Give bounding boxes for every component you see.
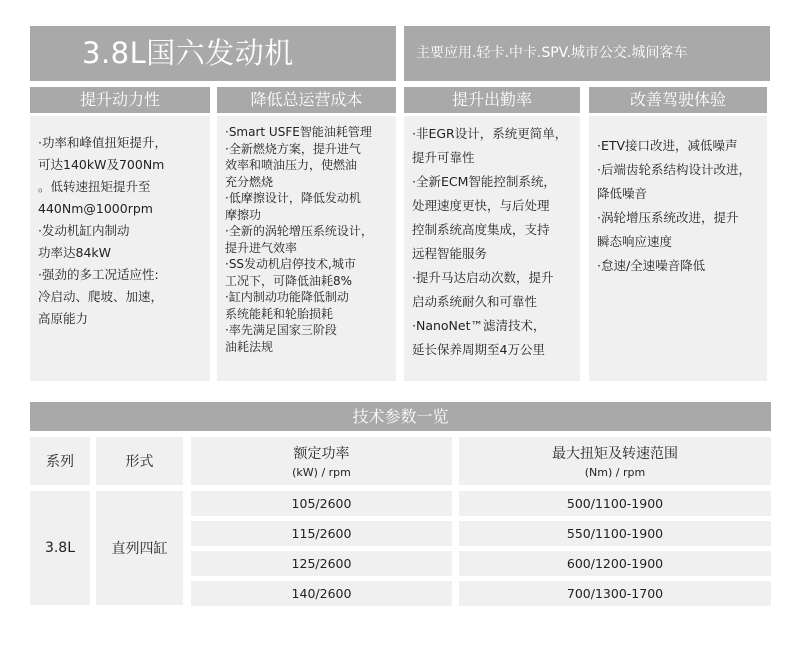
torque-value: 550/1100-1900: [566, 526, 664, 541]
feature-line: 降低噪音: [597, 186, 648, 201]
series-cell: [30, 491, 90, 605]
power-value: 125/2600: [291, 556, 352, 571]
table-row-torque: [459, 491, 771, 516]
feature-line: ·强劲的多工况适应性:: [38, 267, 159, 282]
feature-line: 工况下，可降低油耗8%: [225, 273, 353, 288]
column-body-driving: [589, 116, 767, 381]
feature-line: 处理速度更快，与后处理: [412, 198, 550, 213]
header-torque-unit: (Nm) / rpm: [584, 466, 646, 479]
header-power: [191, 437, 452, 485]
feature-line: 油耗法规: [225, 339, 274, 354]
form-value: 直列四缸: [111, 541, 168, 557]
feature-line: 远程智能服务: [412, 246, 488, 261]
power-value: 140/2600: [291, 586, 352, 601]
feature-line: 启动系统耐久和可靠性: [412, 294, 538, 309]
feature-line: 功率达84kW: [38, 245, 112, 260]
header-series-label: 系列: [46, 454, 74, 470]
engine-title: 3.8L国六发动机: [82, 36, 294, 70]
form-cell: [96, 491, 183, 605]
feature-line: ·提升马达启动次数，提升: [412, 270, 554, 285]
feature-line: 效率和喷油压力，使燃油: [225, 158, 358, 172]
feature-line: ·低摩擦设计，降低发动机: [225, 191, 361, 205]
feature-line: ·全新燃烧方案，提升进气: [225, 141, 361, 156]
header-torque: [459, 437, 771, 485]
header-power-unit: (kW) / rpm: [292, 466, 351, 479]
feature-line: 瞬态响应速度: [597, 234, 673, 249]
column-body-power: [30, 116, 210, 381]
applications-text: 主要应用.轻卡.中卡.SPV.城市公交.城间客车: [416, 45, 688, 61]
header-torque-label: 最大扭矩及转速范围: [552, 446, 678, 462]
feature-line: ·NanoNet™滤清技术，: [412, 318, 546, 333]
column-heading-uptime: 提升出勤率: [404, 87, 580, 113]
column-heading-power: 提升动力性: [30, 87, 210, 113]
column-heading-driving: 改善驾驶体验: [589, 87, 767, 113]
feature-line: ·怠速/全速噪音降低: [597, 258, 706, 273]
feature-line: ·涡轮增压系统改进，提升: [597, 210, 739, 225]
column-heading-cost: 降低总运营成本: [217, 87, 396, 113]
header-form: [96, 437, 183, 485]
feature-line: 提升可靠性: [412, 150, 475, 165]
table-row-torque: [459, 521, 771, 546]
feature-line: 。低转速扭矩提升至: [38, 179, 151, 194]
feature-line: 可达140kW及700Nm: [38, 157, 165, 172]
column-body-cost: [217, 116, 396, 381]
torque-value: 600/1200-1900: [566, 556, 664, 571]
feature-line: ·后端齿轮系结构设计改进，: [597, 162, 751, 177]
header-form-label: 形式: [125, 454, 154, 470]
applications-banner: [404, 26, 770, 81]
feature-line: 440Nm@1000rpm: [38, 201, 153, 216]
table-row-power: [191, 551, 452, 576]
feature-line: ·发动机缸内制动: [38, 223, 130, 238]
feature-line: ·非EGR设计，系统更简单，: [412, 126, 568, 141]
spec-table-title: 技术参数一览: [30, 402, 771, 431]
table-row-torque: [459, 551, 771, 576]
table-row-power: [191, 521, 452, 546]
power-value: 115/2600: [291, 526, 352, 541]
header-series: [30, 437, 90, 485]
feature-line: ·ETV接口改进，减低噪声: [597, 138, 738, 153]
feature-line: 摩擦功: [225, 207, 262, 222]
engine-title-banner: [30, 26, 396, 81]
feature-line: 高原能力: [38, 311, 89, 326]
column-body-uptime: [404, 116, 580, 381]
feature-line: 延长保养周期至4万公里: [412, 342, 545, 357]
feature-line: ·功率和峰值扭矩提升，: [38, 135, 167, 150]
header-power-label: 额定功率: [293, 446, 350, 462]
feature-line: ·SS发动机启停技术,城市: [225, 257, 356, 271]
feature-line: ·Smart USFE智能油耗管理: [225, 125, 372, 139]
feature-line: ·全新的涡轮增压系统设计，: [225, 224, 373, 238]
feature-line: 系统能耗和轮胎损耗: [225, 306, 334, 321]
table-row-power: [191, 491, 452, 516]
feature-line: 控制系统高度集成，支持: [412, 222, 550, 237]
torque-value: 500/1100-1900: [566, 496, 664, 511]
feature-line: 提升进气效率: [225, 240, 298, 255]
feature-line: ·全新ECM智能控制系统，: [412, 174, 556, 189]
torque-value: 700/1300-1700: [566, 586, 664, 601]
feature-line: ·缸内制动功能降低制动: [225, 290, 349, 304]
series-value: 3.8L: [44, 540, 76, 556]
feature-line: ·率先满足国家三阶段: [225, 323, 337, 337]
table-row-torque: [459, 581, 771, 606]
table-row-power: [191, 581, 452, 606]
feature-line: 充分燃烧: [225, 174, 274, 189]
power-value: 105/2600: [291, 496, 352, 511]
feature-line: 冷启动、爬坡、加速，: [38, 289, 164, 304]
